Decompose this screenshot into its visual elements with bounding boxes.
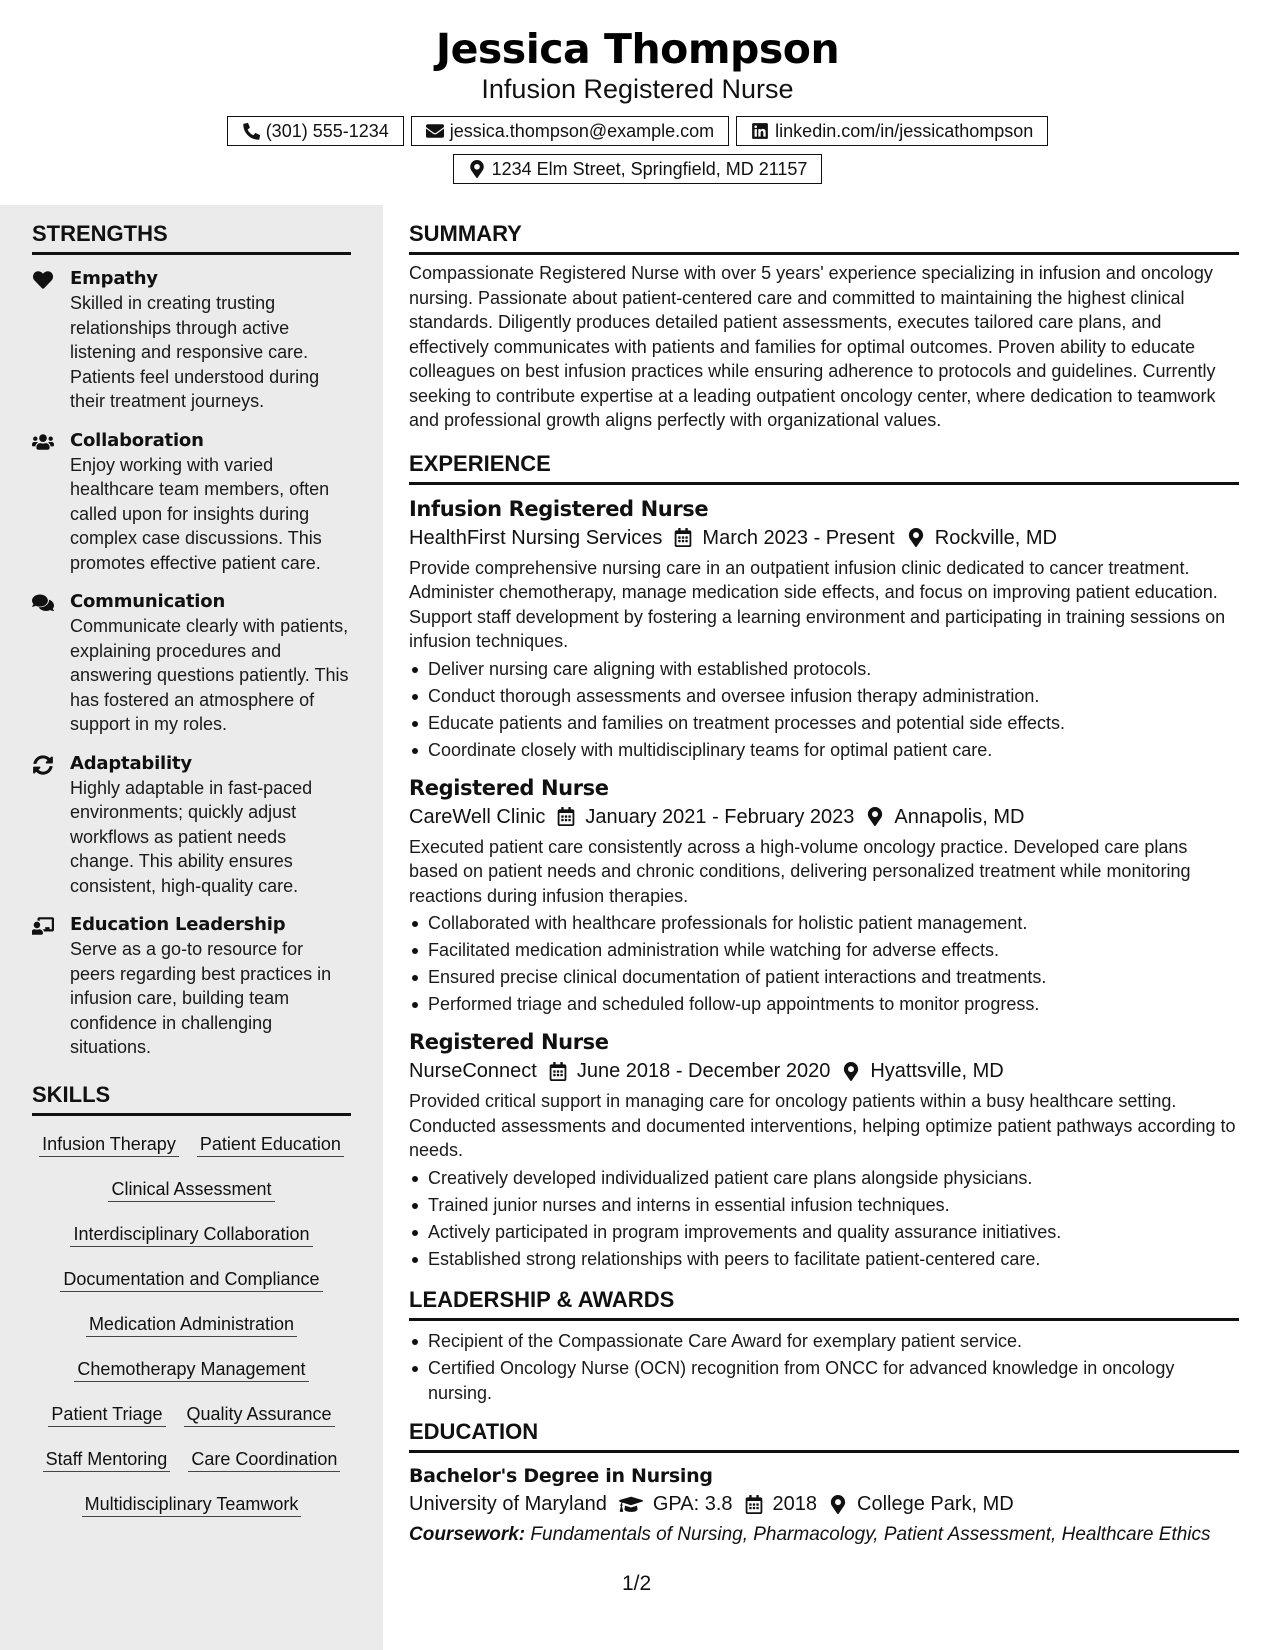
job-entry: [409, 495, 1239, 764]
skill-tag: Patient Triage: [48, 1402, 165, 1427]
users-icon: [32, 432, 54, 452]
address-text: 1234 Elm Street, Springfield, MD 21157: [491, 158, 808, 179]
job-dates: March 2023 - Present: [702, 526, 895, 549]
strength-desc: Communicate clearly with patients, explaining procedures and answering questions patiently. This has fostered an atmosphere of support in my roles.: [70, 616, 349, 734]
skill-tag: Documentation and Compliance: [60, 1267, 322, 1292]
awards-heading: LEADERSHIP & AWARDS: [409, 1285, 1239, 1321]
calendar-icon: [674, 528, 692, 547]
education-meta: [409, 1489, 1239, 1519]
sync-icon: [32, 755, 54, 775]
graduation-cap-icon: [619, 1495, 643, 1514]
strength-title: Adaptability: [70, 752, 192, 774]
linkedin-icon: [751, 122, 769, 140]
contact-bar: [188, 116, 1088, 184]
education-school: University of Maryland: [409, 1493, 607, 1515]
skill-tag: Quality Assurance: [184, 1402, 335, 1427]
strengths-heading: STRENGTHS: [32, 219, 351, 255]
strength-item: [32, 429, 351, 576]
calendar-icon: [745, 1495, 763, 1514]
summary-heading: SUMMARY: [409, 219, 1239, 255]
education-degree: Bachelor's Degree in Nursing: [409, 1465, 713, 1487]
candidate-name: Jessica Thompson: [435, 25, 840, 73]
main-content: [409, 205, 1239, 1547]
calendar-icon: [549, 1062, 567, 1081]
skill-tag: Staff Mentoring: [43, 1447, 171, 1472]
strength-item: [32, 752, 351, 899]
sidebar: [0, 205, 383, 1650]
summary-text: Compassionate Registered Nurse with over 5 years' experience specializing in infusion and oncology nursing. Passionate about patient-centered care and committed to maintaining the highest clinical standards. Diligently produces detailed patient assessments, executes tailored care plans, and effectively communicates with patients and families for optimal outcomes. Proven ability to educate colleagues on best infusion practices while ensuring adherence to protocols and guidelines. Currently seeking to contribute expertise at a leading outpatient oncology center, where dedication to teamwork and professional growth aligns perfectly with organizational values.: [409, 263, 1216, 430]
map-marker-icon: [907, 528, 925, 547]
job-meta: [409, 802, 1239, 832]
job-meta: [409, 1056, 1239, 1086]
bullet-item: Educate patients and families on treatment processes and potential side effects.: [409, 710, 1239, 737]
resume-header: [0, 0, 1275, 184]
skill-tag: Medication Administration: [86, 1312, 297, 1337]
map-marker-icon: [866, 807, 884, 826]
strength-title: Education Leadership: [70, 914, 286, 935]
calendar-icon: [557, 807, 575, 826]
job-dates: June 2018 - December 2020: [576, 1060, 831, 1082]
coursework-text: Fundamentals of Nursing, Pharmacology, Patient Assessment, Healthcare Ethics: [530, 1524, 1211, 1545]
bullet-item: Ensured precise clinical documentation of patient interactions and treatments.: [409, 964, 1239, 991]
bullet-item: Coordinate closely with multidisciplinary teams for optimal patient care.: [409, 737, 1239, 764]
education-coursework: [409, 1522, 1239, 1547]
strength-title: Communication: [70, 591, 226, 612]
job-entry: [409, 1028, 1239, 1273]
job-description: Provided critical support in managing care for oncology patients within a busy healthcare setting. Conducted assessments and documented interventions, helping optimize patient pathways according to needs.: [409, 1091, 1236, 1160]
strengths-list: [32, 267, 351, 1060]
skill-tag: Infusion Therapy: [39, 1132, 179, 1157]
heart-icon: [32, 270, 54, 290]
experience-heading: EXPERIENCE: [409, 449, 1239, 485]
phone-text: (301) 555-1234: [265, 120, 389, 141]
linkedin-text: linkedin.com/in/jessicathompson: [775, 120, 1034, 141]
strength-desc: Serve as a go-to resource for peers regarding best practices in infusion care, building team confidence in challenging situations.: [70, 939, 332, 1057]
skill-tag: Interdisciplinary Collaboration: [70, 1222, 312, 1247]
map-marker-icon: [468, 160, 486, 178]
job-company: NurseConnect: [409, 1060, 537, 1082]
strength-title: Empathy: [70, 268, 158, 289]
map-marker-icon: [829, 1495, 847, 1514]
education-heading: EDUCATION: [409, 1417, 1239, 1453]
strength-item: [32, 267, 351, 414]
skill-tag: Clinical Assessment: [108, 1177, 274, 1202]
award-item: Recipient of the Compassionate Care Award for exemplary patient service.: [409, 1329, 1239, 1354]
bullet-item: Established strong relationships with peers to facilitate patient-centered care.: [409, 1246, 1239, 1273]
bullet-item: Collaborated with healthcare professionals for holistic patient management.: [409, 910, 1239, 937]
strength-item: [32, 590, 351, 737]
skill-tag: Care Coordination: [188, 1447, 340, 1472]
job-description: Executed patient care consistently across a high-volume oncology practice. Developed care plans based on patient needs and chronic conditions, delivering personalized treatment while monitoring reactions during infusion therapies.: [409, 836, 1191, 906]
phone-contact[interactable]: [227, 116, 404, 146]
phone-icon: [242, 122, 260, 140]
education-location: College Park, MD: [857, 1493, 1014, 1515]
bullet-item: Facilitated medication administration while watching for adverse effects.: [409, 937, 1239, 964]
education-year: 2018: [772, 1493, 818, 1515]
job-bullets: [409, 1165, 1239, 1273]
job-entry: [409, 774, 1239, 1019]
job-bullets: [409, 656, 1239, 764]
strength-desc: Highly adaptable in fast-paced environments; quickly adjust workflows as patient needs change. This ability ensures consistent, high-quality care.: [70, 777, 313, 896]
job-meta: [409, 523, 1239, 553]
skills-heading: SKILLS: [32, 1080, 351, 1116]
bullet-item: Trained junior nurses and interns in essential infusion techniques.: [409, 1192, 1239, 1219]
job-bullets: [409, 910, 1239, 1018]
job-title: Infusion Registered Nurse: [409, 496, 709, 521]
address-contact: [453, 154, 823, 184]
page-number: 1/2: [622, 1572, 652, 1595]
job-dates: January 2021 - February 2023: [585, 805, 855, 828]
envelope-icon: [426, 122, 444, 140]
strength-title: Collaboration: [70, 429, 204, 451]
job-location: Annapolis, MD: [894, 805, 1025, 828]
skill-tag: Patient Education: [197, 1132, 344, 1157]
award-item: Certified Oncology Nurse (OCN) recognition from ONCC for advanced knowledge in oncology nursing.: [409, 1356, 1239, 1405]
comments-icon: [32, 593, 54, 613]
awards-list: [409, 1329, 1239, 1406]
strength-desc: Skilled in creating trusting relationships through active listening and responsive care. Patients feel understood during their treatment journeys.: [70, 293, 320, 411]
bullet-item: Performed triage and scheduled follow-up appointments to monitor progress.: [409, 991, 1239, 1018]
job-location: Hyattsville, MD: [870, 1060, 1004, 1082]
education-gpa: GPA: 3.8: [652, 1493, 733, 1515]
bullet-item: Deliver nursing care aligning with established protocols.: [409, 656, 1239, 683]
bullet-item: Actively participated in program improvements and quality assurance initiatives.: [409, 1219, 1239, 1246]
job-description: Provide comprehensive nursing care in an outpatient infusion clinic dedicated to cancer treatment. Administer chemotherapy, manage medication side effects, and focus on improving patient education. Support staff development by fostering a learning environment and participating in training sessions on infusion techniques.: [409, 557, 1226, 651]
job-company: HealthFirst Nursing Services: [409, 526, 663, 549]
email-contact[interactable]: [411, 116, 729, 146]
linkedin-contact[interactable]: [736, 116, 1048, 146]
skills-list: [32, 1132, 351, 1517]
skill-tag: Chemotherapy Management: [74, 1357, 308, 1382]
candidate-role: Infusion Registered Nurse: [481, 74, 794, 104]
bullet-item: Conduct thorough assessments and oversee infusion therapy administration.: [409, 683, 1239, 710]
skill-tag: Multidisciplinary Teamwork: [82, 1492, 302, 1517]
map-marker-icon: [842, 1062, 860, 1081]
email-text: jessica.thompson@example.com: [449, 120, 715, 141]
coursework-label: Coursework:: [409, 1524, 526, 1545]
job-title: Registered Nurse: [409, 1030, 609, 1054]
job-company: CareWell Clinic: [409, 805, 546, 828]
bullet-item: Creatively developed individualized patient care plans alongside physicians.: [409, 1165, 1239, 1192]
job-title: Registered Nurse: [409, 775, 609, 800]
strength-desc: Enjoy working with varied healthcare team members, often called upon for insights during complex case discussions. This promotes effective patient care.: [70, 454, 330, 573]
chalkboard-teacher-icon: [32, 916, 54, 936]
job-location: Rockville, MD: [934, 526, 1057, 549]
strength-item: [32, 913, 351, 1060]
